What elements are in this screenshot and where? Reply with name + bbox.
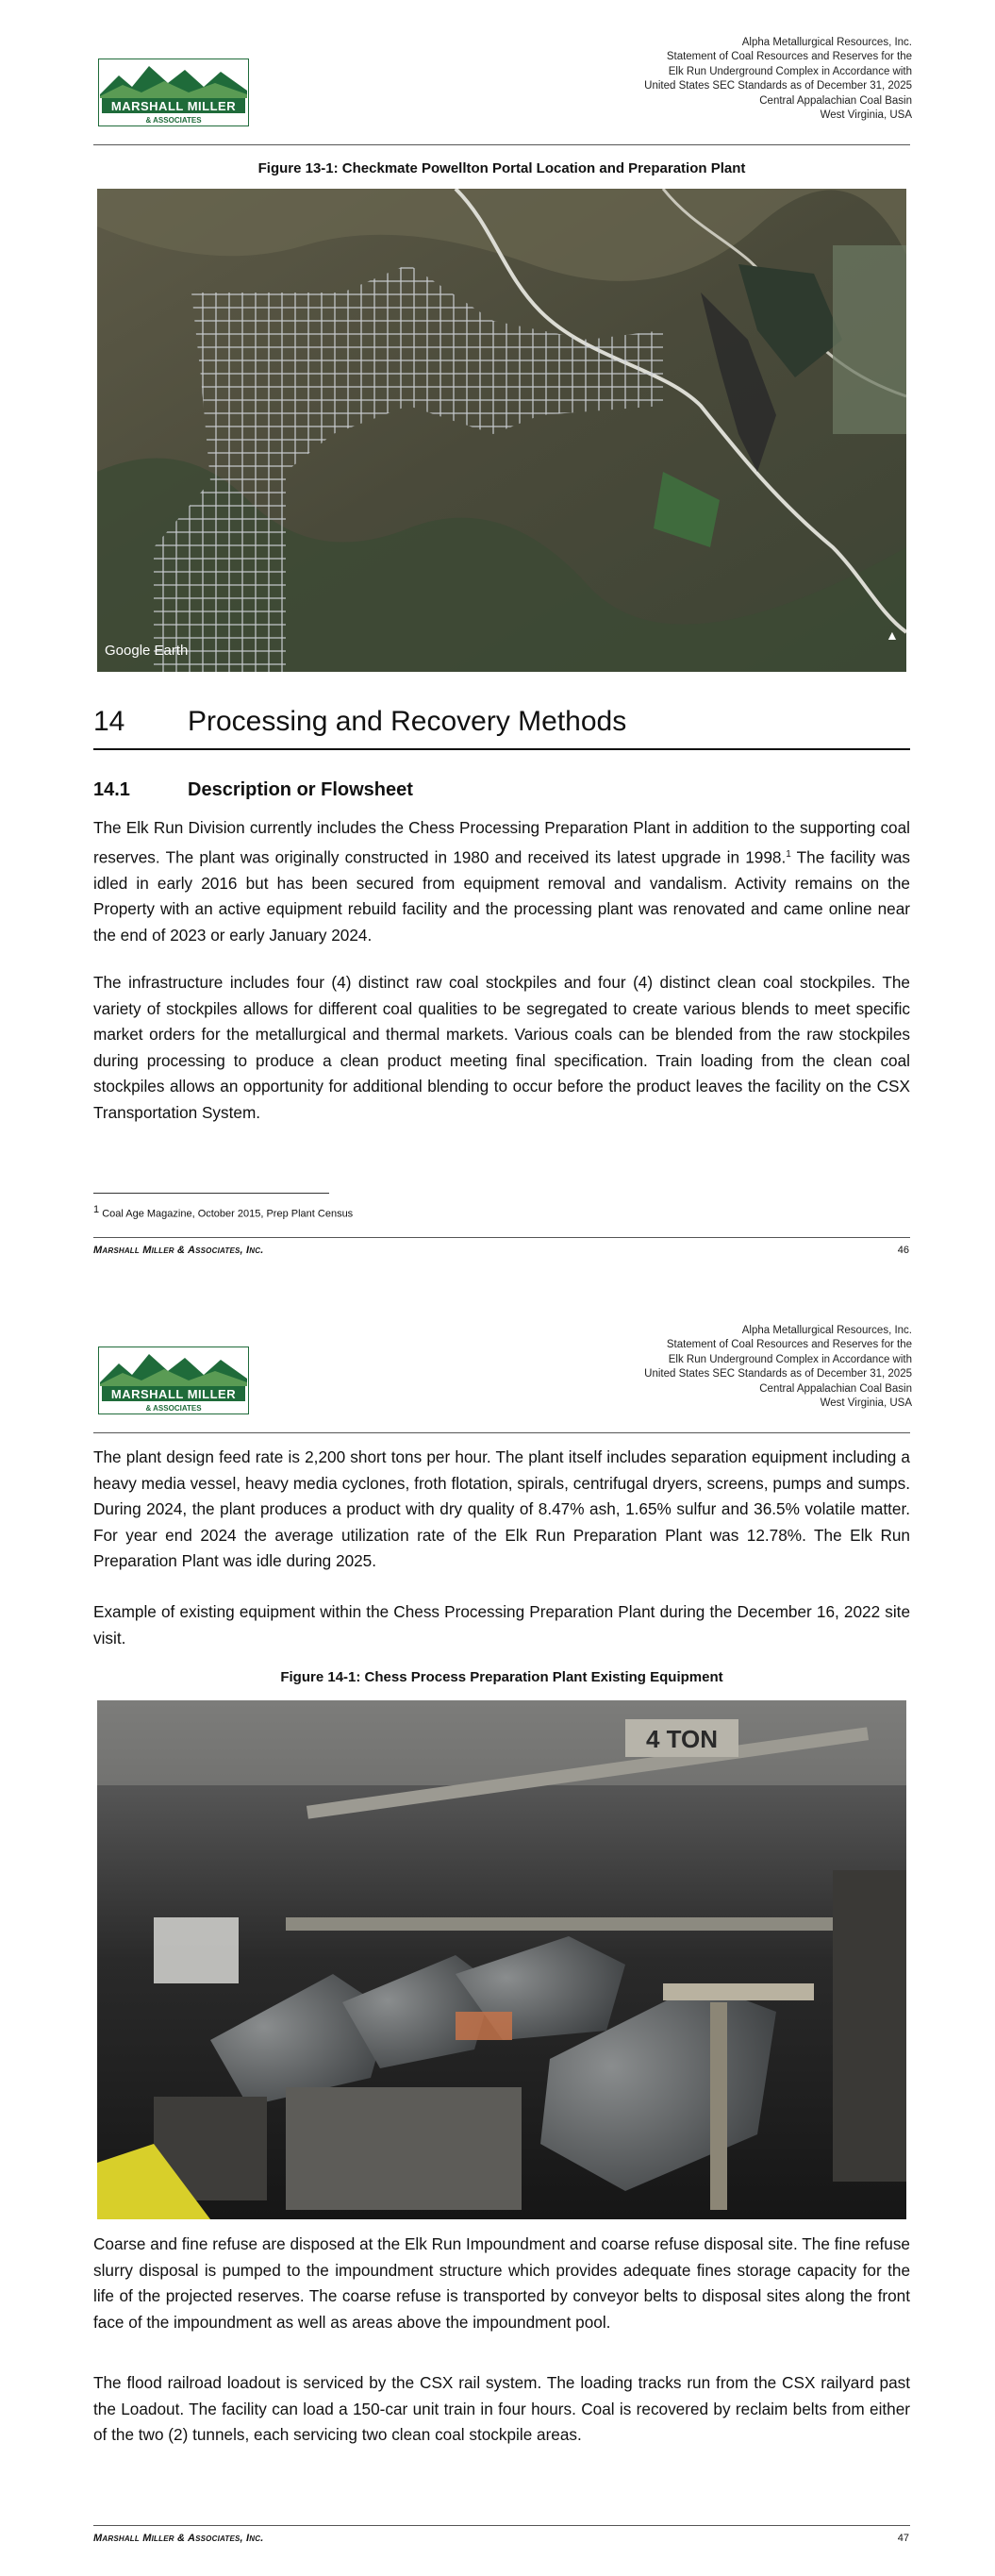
paragraph	[93, 815, 910, 948]
header-rule	[93, 144, 910, 145]
header-line: United States SEC Standards as of December 31, 2025	[644, 1368, 912, 1380]
header-line: Alpha Metallurgical Resources, Inc.	[741, 1325, 912, 1336]
header-line: West Virginia, USA	[820, 109, 912, 122]
svg-text:& ASSOCIATES: & ASSOCIATES	[145, 116, 202, 125]
footnote-ref[interactable]: 1	[786, 848, 791, 860]
footnote	[93, 1204, 353, 1220]
svg-text:& ASSOCIATES: & ASSOCIATES	[145, 1404, 202, 1413]
header-line: United States SEC Standards as of December 31, 2025	[644, 80, 912, 92]
north-arrow-icon: ▲	[886, 627, 899, 643]
header-line: Elk Run Underground Complex in Accordance with	[668, 65, 912, 77]
figure-caption: Figure 13-1: Checkmate Powellton Portal Location and Preparation Plant	[257, 160, 746, 176]
header-line: Statement of Coal Resources and Reserves for the	[666, 1339, 912, 1351]
subsection-number: 14.1	[93, 779, 130, 800]
section-number: 14	[93, 706, 125, 737]
document-header	[478, 1324, 912, 1411]
svg-text:MARSHALL MILLER: MARSHALL MILLER	[110, 1387, 237, 1401]
section-heading	[93, 706, 910, 738]
svg-text:MARSHALL MILLER: MARSHALL MILLER	[110, 99, 237, 113]
photo-sign: 4 TON	[645, 1725, 719, 1753]
company-logo	[98, 59, 249, 126]
company-logo	[98, 1347, 249, 1414]
figure-caption: Figure 14-1: Chess Process Preparation Plant Existing Equipment	[280, 1669, 723, 1685]
footnote-rule	[93, 1193, 329, 1194]
page-number: 47	[897, 2533, 909, 2544]
subsection-heading	[93, 779, 413, 801]
paragraph-text: The Elk Run Division currently includes the Chess Processing Preparation Plant in addition to the supporting coal reserves. The plant was originally constructed in 1980 and received its latest upgrade in 1998.	[93, 818, 910, 867]
paragraph: Coarse and fine refuse are disposed at the Elk Run Impoundment and coarse refuse disposal site. The fine refuse slurry disposal is pumped to the impoundment structure which provides adequate fines storage capacity for the life of the projected reserves. The coarse refuse is transported by conveyor belts to disposal sites along the front face of the impoundment as well as areas above the impoundment pool.	[93, 2234, 910, 2332]
paragraph: The infrastructure includes four (4) distinct raw coal stockpiles and four (4) distinct clean coal stockpiles. The variety of stockpiles allows for different coal qualities to be segregated to create various blends to meet specific market orders for the metallurgical and thermal markets. Various coals can be blended from the raw stockpiles during processing to produce a clean product meeting final specification. Train loading from the clean coal stockpiles allows an opportunity for additional blending to occur before the product leaves the facility on the CSX Transportation System.	[93, 973, 910, 1122]
header-line: Central Appalachian Coal Basin	[759, 94, 912, 107]
subsection-title: Description or Flowsheet	[188, 779, 413, 800]
header-line: Elk Run Underground Complex in Accordance with	[668, 1353, 912, 1365]
footer-company: Marshall Miller & Associates, Inc.	[93, 2533, 264, 2544]
paragraph: The flood railroad loadout is serviced by the CSX rail system. The loading tracks run from the CSX railyard past the Loadout. The facility can load a 150-car unit train in four hours. Coal is recovered by reclaim belts from either of the two (2) tunnels, each servicing two clean coal stockpile areas.	[93, 2373, 910, 2444]
header-line: West Virginia, USA	[820, 1397, 912, 1410]
map-watermark: Google Earth	[105, 643, 189, 659]
header-line: Alpha Metallurgical Resources, Inc.	[741, 37, 912, 48]
page-number: 46	[897, 1245, 909, 1256]
document-page-47	[0, 1288, 995, 2576]
paragraph: The plant design feed rate is 2,200 short tons per hour. The plant itself includes separation equipment including a heavy media vessel, heavy media cyclones, froth flotation, spirals, centrifugal dryers, screens, pumps and sumps. During 2024, the plant produces a product with dry quality of 8.47% ash, 1.65% sulfur and 36.5% volatile matter. For year end 2024 the average utilization rate of the Elk Run Preparation Plant was 12.78%. The Elk Run Preparation Plant was idle during 2025.	[93, 1447, 910, 1570]
paragraph: Example of existing equipment within the Chess Processing Preparation Plant during the December 16, 2022 site visit.	[93, 1602, 910, 1648]
footer-rule	[93, 1237, 910, 1238]
footer-company: Marshall Miller & Associates, Inc.	[93, 1245, 264, 1256]
equipment-photo	[97, 1700, 906, 2219]
paragraph-text: The facility was idled in early 2016 but has been secured from equipment removal and vandalism. Activity remains on the Property with an active equipment rebuild facility and the processing plant was renovated and came online near the end of 2023 or early January 2024.	[93, 847, 911, 945]
aerial-map-image	[97, 189, 906, 672]
footnote-number: 1	[93, 1204, 100, 1215]
section-rule	[93, 748, 910, 750]
header-line: Central Appalachian Coal Basin	[759, 1382, 912, 1395]
header-rule	[93, 1432, 910, 1433]
footnote-text: Coal Age Magazine, October 2015, Prep Plant Census	[102, 1208, 354, 1220]
footer-rule	[93, 2525, 910, 2526]
header-line: Statement of Coal Resources and Reserves for the	[666, 51, 912, 63]
document-header	[478, 36, 912, 123]
section-title: Processing and Recovery Methods	[188, 706, 627, 737]
